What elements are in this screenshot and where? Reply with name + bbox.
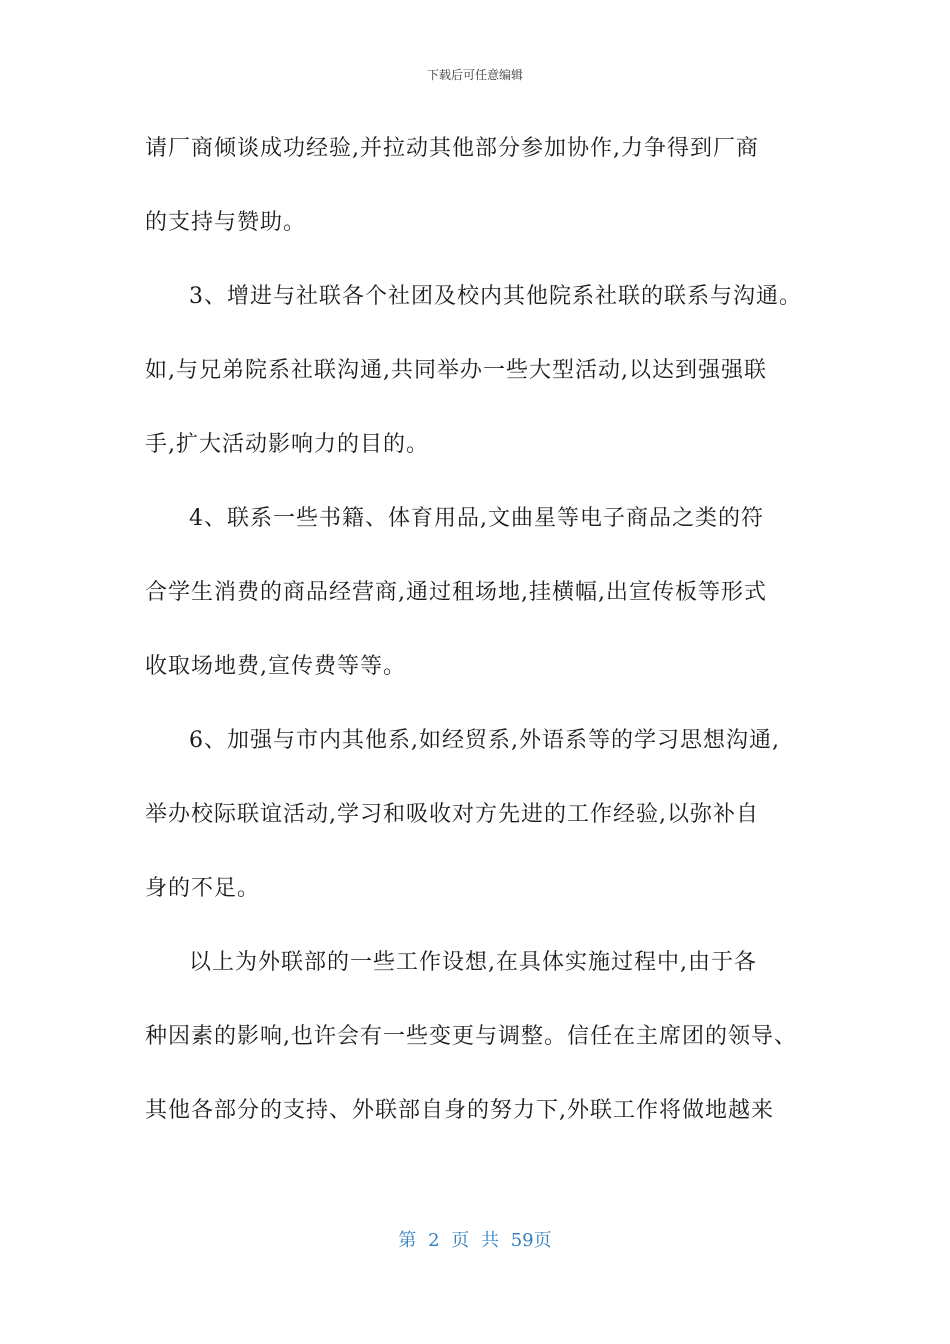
body-line: 以上为外联部的一些工作设想,在具体实施过程中,由于各 xyxy=(189,950,757,975)
page-header: 下载后可任意编辑 xyxy=(426,68,523,82)
document-body xyxy=(145,112,815,1148)
body-line: 身的不足。 xyxy=(145,876,261,901)
body-line: 合学生消费的商品经营商,通过租场地,挂横幅,出宣传板等形式 xyxy=(145,580,767,605)
body-line: 举办校际联谊活动,学习和吸收对方先进的工作经验,以弥补自 xyxy=(145,802,759,827)
body-line: 收取场地费,宣传费等等。 xyxy=(145,654,406,679)
body-line: 4、联系一些书籍、体育用品,文曲星等电子商品之类的符 xyxy=(189,506,764,531)
body-line: 请厂商倾谈成功经验,并拉动其他部分参加协作,力争得到厂商 xyxy=(145,136,759,161)
body-line: 其他各部分的支持、外联部自身的努力下,外联工作将做地越来 xyxy=(145,1098,774,1123)
body-line: 种因素的影响,也许会有一些变更与调整。信任在主席团的领导、 xyxy=(145,1024,797,1049)
page-number-footer: 第 2 页 共 59页 xyxy=(398,1230,552,1251)
body-line: 6、加强与市内其他系,如经贸系,外语系等的学习思想沟通, xyxy=(189,728,780,753)
body-line: 3、增进与社联各个社团及校内其他院系社联的联系与沟通。 xyxy=(189,284,802,309)
body-line: 的支持与赞助。 xyxy=(145,210,307,235)
body-line: 手,扩大活动影响力的目的。 xyxy=(145,432,429,457)
body-line: 如,与兄弟院系社联沟通,共同举办一些大型活动,以达到强强联 xyxy=(145,358,767,383)
